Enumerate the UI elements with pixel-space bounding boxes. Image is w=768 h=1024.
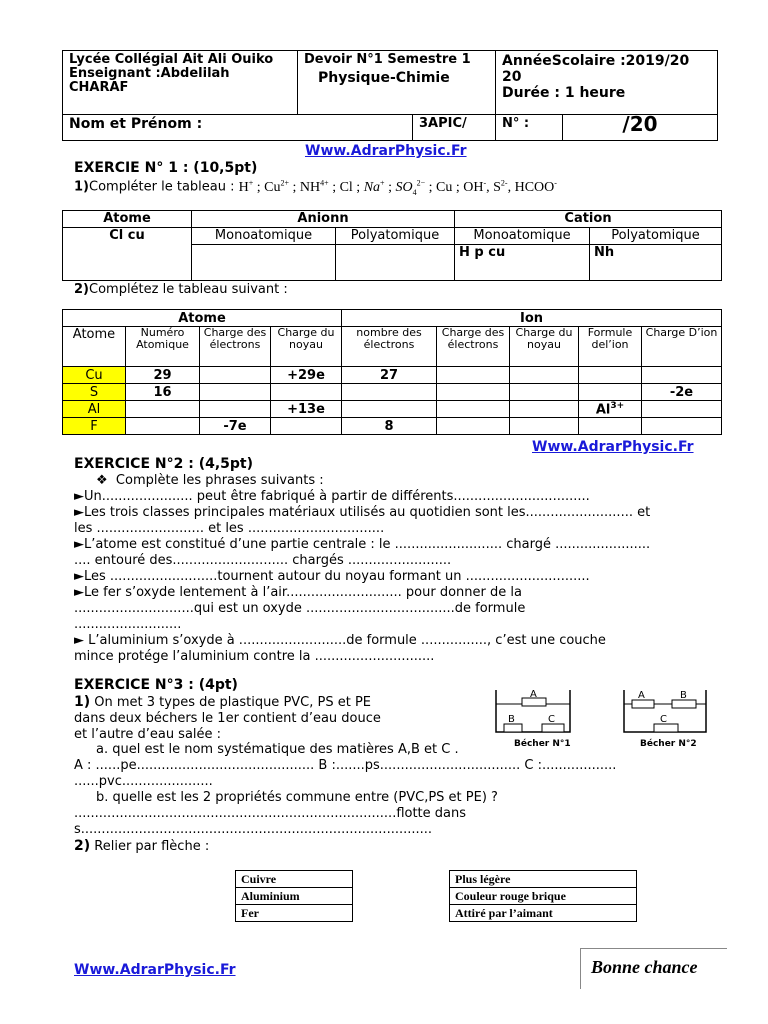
beaker2-label-c: C [660, 714, 667, 725]
match-left-item[interactable]: Aluminium [236, 888, 353, 905]
t2-cell: Cu [63, 367, 126, 384]
ex2-line: ►L’atome est constitué d’une partie centrale : le .......................... chargé ....................... [74, 537, 651, 552]
t2-cell[interactable] [579, 367, 642, 384]
t2-row-f [63, 418, 722, 435]
ex2-line: mince protége l’aluminium contre la ............................. [74, 649, 435, 664]
t2-cell[interactable] [437, 367, 510, 384]
ex2-line: ►Les ..........................tournent autour du noyau formant un .............................. [74, 569, 590, 584]
t2-h-charge-noyau: Charge du noyau [271, 327, 342, 367]
bonne-chance: Bonne chance [591, 957, 698, 977]
t2-h-charge-ion: Charge D’ion [642, 327, 722, 367]
t2-cell[interactable] [642, 401, 722, 418]
t2-cell[interactable]: 8 [342, 418, 437, 435]
t2-cell[interactable] [342, 384, 437, 401]
t2-cell: Al [63, 401, 126, 418]
school-year: AnnéeScolaire :2019/20 20 [502, 53, 690, 85]
t2-cell[interactable] [642, 418, 722, 435]
t2-cell[interactable]: +29e [271, 367, 342, 384]
t2-h-ion-charge-noyau: Charge du noyau [510, 327, 579, 367]
t2-h-nombre-electrons: nombre des électrons [342, 327, 437, 367]
match-right-item[interactable]: Couleur rouge brique [450, 888, 637, 905]
beaker-2 [624, 690, 706, 749]
ex2-intro-text: Complète les phrases suivants : [115, 473, 324, 488]
beaker2-label-b: B [680, 690, 687, 701]
ex1-q1 [74, 178, 557, 196]
t2-cell[interactable] [437, 401, 510, 418]
number-field[interactable]: N° : [496, 115, 563, 141]
ex1-title: EXERCIE N° 1 : (10,5pt) [74, 160, 258, 176]
ex1-q2-number: 2) [74, 282, 89, 297]
t2-row-al [63, 401, 722, 418]
t2-cell[interactable] [200, 401, 271, 418]
t2-cell: S [63, 384, 126, 401]
t2-cell[interactable] [579, 384, 642, 401]
t1-anion-mono-cell[interactable] [192, 245, 336, 281]
t2-cell[interactable]: 27 [342, 367, 437, 384]
species-list: H+ ; $Cu^{2+}$ ; $NH^{4+}$ ; Cl ; Na+ ; $SO_4^{2-}$ ; Cu ; OH-, $S^{2-}$, HCOO- [238, 178, 557, 197]
ex3-title: EXERCICE N°3 : (4pt) [74, 677, 238, 693]
website-link-footer[interactable]: Www.AdrarPhysic.Fr [74, 962, 236, 978]
t2-cell[interactable]: -7e [200, 418, 271, 435]
ex2-line: .......................... [74, 617, 182, 632]
t2-cell[interactable] [126, 401, 200, 418]
ex2-line: ►Un...................... peut être fabriqué à partir de différents................................. [74, 489, 590, 504]
t2-cell[interactable] [437, 418, 510, 435]
ex2-line: ►Le fer s’oxyde lentement à l’air............................ pour donner de la [74, 585, 522, 600]
exam-title: Devoir N°1 Semestre 1 [304, 52, 471, 67]
t2-cell[interactable]: $Al^{3+}$ [579, 401, 642, 418]
t2-cell[interactable] [510, 418, 579, 435]
ex3-q1-line: et l’autre d’eau salée : [74, 727, 222, 742]
t2-cell[interactable]: 16 [126, 384, 200, 401]
score-field: /20 [563, 115, 718, 141]
ex2-title: EXERCICE N°2 : (4,5pt) [74, 456, 254, 472]
ex3-qb: b. quelle est les 2 propriétés commune entre (PVC,PS et PE) ? [96, 790, 498, 805]
match-right-item[interactable]: Plus légère [450, 871, 637, 888]
ex1-q2 [74, 282, 288, 297]
t1-cation-poly-cell[interactable]: Nh [590, 245, 722, 281]
ex3-q1-number: 1) [74, 694, 91, 710]
ex3-qa-answer-1: A : ......pe........................................... B :.......ps.................................. C :.................. [74, 758, 617, 773]
teacher-name: Enseignant :Abdelilah CHARAF [69, 66, 230, 95]
ex3-qb-answer-2: s..................................................................................... [74, 822, 433, 837]
ex3-q2-number: 2) [74, 838, 91, 854]
t1-cation-mono-cell[interactable]: H p cu [455, 245, 590, 281]
school-name: Lycée Collégial Ait Ali Ouiko [69, 52, 274, 67]
ex2-intro [96, 473, 324, 489]
t2-cell[interactable] [126, 418, 200, 435]
ion-classification-table [62, 210, 722, 281]
ex2-line: ►Les trois classes principales matériaux utilisés au quotidien sont les.......................... et [74, 505, 651, 520]
t2-cell[interactable] [342, 401, 437, 418]
t2-cell[interactable] [579, 418, 642, 435]
t2-h-charge-electrons: Charge des électrons [200, 327, 271, 367]
t1-cation-header: Cation [455, 211, 722, 228]
t2-cell[interactable] [200, 384, 271, 401]
t2-cell[interactable] [437, 384, 510, 401]
beaker1-caption: Bécher N°1 [514, 739, 571, 749]
header-table [62, 50, 718, 141]
subject: Physique-Chimie [318, 70, 450, 86]
t2-cell[interactable]: -2e [642, 384, 722, 401]
ex3-q1-line: On met 3 types de plastique PVC, PS et PE [94, 695, 372, 710]
t1-anion-mono: Monoatomique [192, 228, 336, 245]
t2-cell[interactable] [510, 384, 579, 401]
duration: Durée : 1 heure [502, 85, 626, 101]
t1-cation-mono: Monoatomique [455, 228, 590, 245]
match-right-item[interactable]: Attiré par l’aimant [450, 905, 637, 922]
t2-cell[interactable] [510, 401, 579, 418]
ex2-line: .... entouré des............................ chargés ......................... [74, 553, 452, 568]
t1-cation-poly: Polyatomique [590, 228, 722, 245]
t2-h-numero: Numéro Atomique [126, 327, 200, 367]
ex3-q1-line: dans deux béchers le 1er contient d’eau douce [74, 711, 381, 726]
beaker1-label-c: C [548, 714, 555, 725]
t2-cell[interactable]: +13e [271, 401, 342, 418]
t2-cell: F [63, 418, 126, 435]
atom-ion-table [62, 309, 722, 435]
ex1-q1-number: 1) [74, 179, 89, 195]
t2-cell[interactable] [200, 367, 271, 384]
t1-atome-header: Atome [63, 211, 192, 228]
bonne-chance-box [580, 948, 727, 989]
ex3-questions [74, 742, 724, 855]
t2-h-formule: Formule del’ion [579, 327, 642, 367]
t1-anion-poly-cell[interactable] [336, 245, 455, 281]
match-left-item[interactable]: Cuivre [236, 871, 353, 888]
t2-row-cu [63, 367, 722, 384]
beaker1-label-b: B [508, 714, 515, 725]
beaker2-label-a: A [638, 690, 645, 701]
ex3-qa: a. quel est le nom systématique des matières A,B et C . [96, 742, 459, 757]
beaker-1 [496, 689, 571, 749]
ex1-q1-text: Compléter le tableau : [89, 179, 235, 195]
beaker2-caption: Bécher N°2 [640, 739, 697, 749]
diamond-bullet-icon: ❖ [96, 473, 108, 488]
t2-h-atome: Atome [63, 327, 126, 367]
ex2-line: les .......................... et les ................................. [74, 521, 385, 536]
t1-anion-poly: Polyatomique [336, 228, 455, 245]
ex3-q2-text: Relier par flèche : [94, 839, 210, 854]
t2-h-ion-charge-electrons: Charge des électrons [437, 327, 510, 367]
ex2-line: .............................qui est un oxyde ....................................de formule [74, 601, 526, 616]
ex3-qb-answer-1: ..............................................................................flotte dans [74, 806, 467, 821]
t2-cell[interactable] [510, 367, 579, 384]
t1-atome-value[interactable]: Cl cu [63, 228, 192, 281]
t2-ion-group: Ion [342, 310, 722, 327]
website-link-top[interactable]: Www.AdrarPhysic.Fr [305, 143, 467, 159]
name-field[interactable]: Nom et Prénom : [63, 115, 413, 141]
ex3-q1 [74, 694, 474, 743]
t2-row-s [63, 384, 722, 401]
t2-cell[interactable] [642, 367, 722, 384]
ex2-line: ► L’aluminium s’oxyde à ..........................de formule ................, c’est une couche [74, 633, 606, 648]
match-left-table [235, 870, 353, 922]
match-left-item[interactable]: Fer [236, 905, 353, 922]
beaker1-label-a: A [530, 689, 537, 700]
match-right-table [449, 870, 637, 922]
ex3-qa-answer-2: ......pvc...................... [74, 774, 213, 789]
t1-anion-header: Anionn [192, 211, 455, 228]
website-link-middle[interactable]: Www.AdrarPhysic.Fr [532, 439, 694, 455]
ex1-q2-text: Complétez le tableau suivant : [89, 282, 288, 297]
t2-cell[interactable]: 29 [126, 367, 200, 384]
t2-atome-group: Atome [63, 310, 342, 327]
class-field[interactable]: 3APIC/ [413, 115, 496, 141]
ex2-lines [74, 489, 718, 665]
t2-cell[interactable] [271, 384, 342, 401]
t2-cell[interactable] [271, 418, 342, 435]
